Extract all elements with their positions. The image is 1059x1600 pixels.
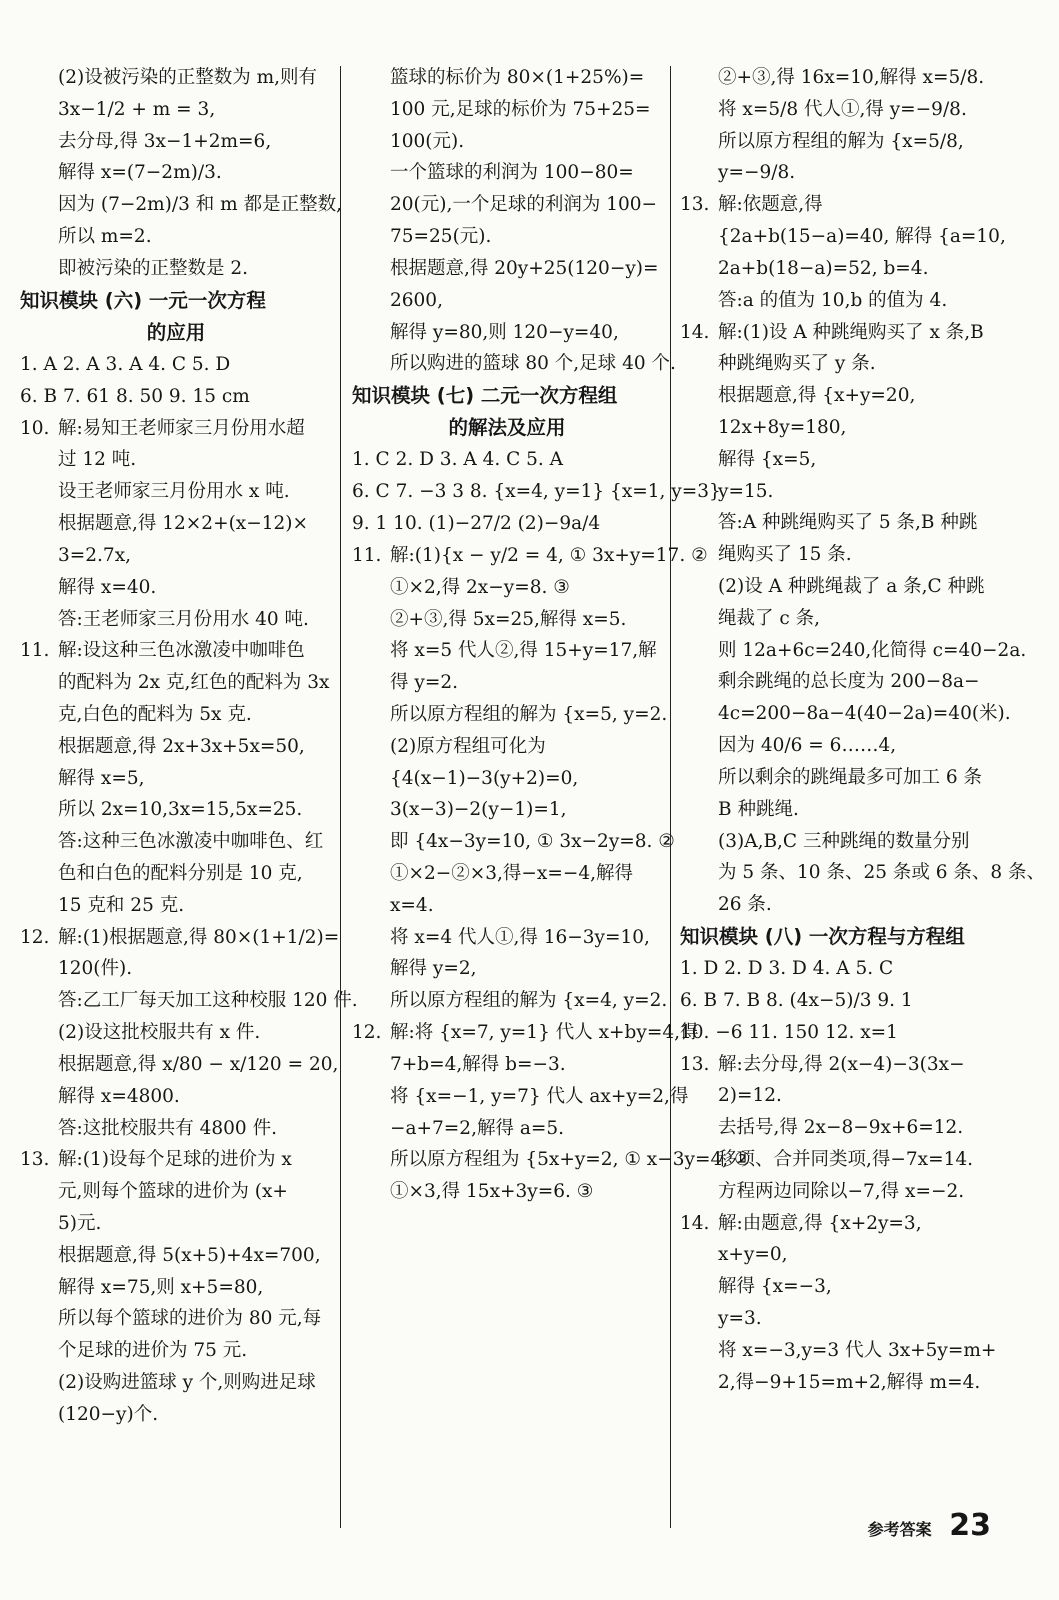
answer-line: 答:乙工厂每天加工这种校服 120 件.	[58, 990, 358, 1012]
question-text: 解:设这种三色冰激凌中咖啡色	[58, 640, 305, 662]
question-text: 解:(1)根据题意,得 80×(1+1/2)=	[58, 926, 340, 948]
question-number: 13.	[680, 194, 710, 216]
answer-column-1	[20, 62, 358, 1431]
answer-line: 6. C 7. −3 3 8. {x=4, y=1} {x=1, y=3}	[352, 481, 721, 503]
question-number: 13.	[20, 1149, 50, 1171]
answer-line: y=15.	[718, 480, 774, 502]
answer-line: 解得 y=80,则 120−y=40,	[390, 321, 619, 343]
question-number: 10.	[20, 417, 50, 439]
question-text: 解:将 {x=7, y=1} 代人 x+by=4,得	[390, 1022, 699, 1044]
answer-line: 根据题意,得 20y+25(120−y)=	[390, 257, 659, 279]
answer-line: 为 5 条、10 条、25 条或 6 条、8 条、	[718, 862, 1046, 884]
answer-line: 因为 (7−2m)/3 和 m 都是正整数,	[58, 194, 342, 216]
answer-line: (3)A,B,C 三种跳绳的数量分别	[718, 830, 970, 852]
answer-line: 1. A 2. A 3. A 4. C 5. D	[20, 354, 231, 376]
answer-line: 所以原方程组的解为 {x=5/8,	[718, 130, 964, 152]
answer-line: 去括号,得 2x−8−9x+6=12.	[718, 1117, 964, 1139]
answer-line: 所以原方程组为 {5x+y=2, ① x−3y=4, ②	[390, 1149, 751, 1171]
answer-line: 解得 y=2,	[390, 958, 477, 980]
answer-line: 所以购进的篮球 80 个,足球 40 个.	[390, 353, 676, 375]
answer-line: 则 12a+6c=240,化简得 c=40−2a.	[718, 639, 1027, 661]
answer-line: y=−9/8.	[718, 162, 796, 184]
answer-line: 方程两边同除以−7,得 x=−2.	[718, 1180, 965, 1202]
section-heading: 的应用	[146, 320, 206, 344]
answer-line: 100(元).	[390, 130, 465, 152]
section-heading: 的解法及应用	[448, 416, 566, 440]
question-text: 解:去分母,得 2(x−4)−3(3x−	[718, 1053, 965, 1075]
answer-line: 解得 x=(7−2m)/3.	[58, 162, 222, 184]
answer-line: 所以 2x=10,3x=15,5x=25.	[58, 799, 303, 821]
answer-line: 即被污染的正整数是 2.	[58, 257, 249, 279]
page-number: 23	[949, 1508, 991, 1544]
answer-line: 15 克和 25 克.	[58, 894, 185, 916]
answer-line: 克,白色的配料为 5x 克.	[58, 703, 252, 725]
question-line	[352, 540, 708, 572]
answer-line: 根据题意,得 x/80 − x/120 = 20,	[58, 1053, 339, 1075]
answer-column-3	[680, 62, 1046, 1398]
answer-line: 解得 {x=5,	[718, 448, 817, 470]
answer-line: (2)原方程组可化为	[390, 735, 546, 757]
answer-line: 所以每个篮球的进价为 80 元,每	[58, 1308, 322, 1330]
answer-line: x=4.	[390, 894, 434, 916]
question-number: 11.	[352, 544, 382, 566]
question-text: 解:易知王老师家三月份用水超	[58, 417, 305, 439]
answer-line: 将 x=4 代人①,得 16−3y=10,	[390, 926, 650, 948]
question-number: 12.	[20, 926, 50, 948]
question-number: 14.	[680, 321, 710, 343]
answer-line: 设王老师家三月份用水 x 吨.	[58, 481, 290, 503]
answer-line: 绳购买了 15 条.	[718, 544, 852, 566]
answer-line: 答:这批校服共有 4800 件.	[58, 1117, 277, 1139]
answer-line: 绳裁了 c 条,	[718, 607, 821, 629]
answer-line: (2)设这批校服共有 x 件.	[58, 1022, 261, 1044]
question-number: 13.	[680, 1053, 710, 1075]
answer-line: 26 条.	[718, 894, 772, 916]
question-line	[680, 189, 1040, 221]
answer-line: 将 x=5/8 代人①,得 y=−9/8.	[718, 98, 967, 120]
answer-line: 得 y=2.	[390, 672, 458, 694]
answer-line: ②+③,得 16x=10,解得 x=5/8.	[718, 67, 985, 88]
answer-line: 根据题意,得 2x+3x+5x=50,	[58, 735, 305, 757]
question-line	[20, 922, 340, 954]
question-line	[680, 1208, 1040, 1240]
answer-line: 将 {x=−1, y=7} 代人 ax+y=2,得	[390, 1085, 689, 1107]
answer-line: (2)设被污染的正整数为 m,则有	[58, 67, 318, 88]
answer-line: x+y=0,	[718, 1244, 788, 1266]
answer-line: 9. 1 10. (1)−27/2 (2)−9a/4	[352, 513, 601, 535]
page-footer	[868, 1500, 991, 1552]
answer-line: 解得 x=75,则 x+5=80,	[58, 1276, 264, 1298]
answer-line: 75=25(元).	[390, 226, 492, 248]
answer-line: 过 12 吨.	[58, 449, 137, 471]
answer-line: 5)元.	[58, 1212, 102, 1234]
answer-line: 100 元,足球的标价为 75+25=	[390, 98, 651, 120]
question-text: 解:(1){x − y/2 = 4, ① 3x+y=17. ②	[390, 544, 708, 566]
answer-line: 答:王老师家三月份用水 40 吨.	[58, 608, 309, 630]
answer-line: {2a+b(15−a)=40, 解得 {a=10,	[718, 226, 1006, 248]
answer-line: 20(元),一个足球的利润为 100−	[390, 194, 658, 216]
answer-line: B 种跳绳.	[718, 798, 799, 820]
answer-line: 解得 x=5,	[58, 767, 145, 789]
answer-line: 2600,	[390, 289, 443, 311]
question-line	[20, 635, 332, 667]
answer-line: 解得 x=4800.	[58, 1085, 180, 1107]
answer-line: ②+③,得 5x=25,解得 x=5.	[390, 608, 627, 630]
answer-line: 所以剩余的跳绳最多可加工 6 条	[718, 766, 983, 788]
answer-line: 种跳绳购买了 y 条.	[718, 353, 876, 375]
answer-line: 7+b=4,解得 b=−3.	[390, 1053, 566, 1075]
answer-line: 去分母,得 3x−1+2m=6,	[58, 130, 272, 152]
answer-line: 2)=12.	[718, 1085, 782, 1107]
answer-line: 6. B 7. 61 8. 50 9. 15 cm	[20, 385, 250, 407]
answer-line: 解得 {x=−3,	[718, 1276, 832, 1298]
answer-line: y=3.	[718, 1308, 762, 1330]
question-number: 11.	[20, 640, 50, 662]
answer-line: 根据题意,得 12×2+(x−12)×	[58, 513, 308, 535]
section-heading: 知识模块 (六) 一元一次方程	[20, 288, 266, 312]
answer-line: 答:a 的值为 10,b 的值为 4.	[718, 289, 948, 311]
answer-line: 篮球的标价为 80×(1+25%)=	[390, 67, 645, 88]
answer-line: 剩余跳绳的总长度为 200−8a−	[718, 671, 980, 693]
answer-line: 1. C 2. D 3. A 4. C 5. A	[352, 449, 564, 471]
column-divider-1	[340, 66, 341, 1528]
answer-line: 根据题意,得 {x+y=20,	[718, 385, 916, 407]
answer-line: 4c=200−8a−4(40−2a)=40(米).	[718, 703, 1011, 725]
answer-line: 1. D 2. D 3. D 4. A 5. C	[680, 958, 894, 980]
question-number: 12.	[352, 1022, 382, 1044]
answer-line: {4(x−1)−3(y+2)=0,	[390, 767, 579, 789]
answer-line: 3(x−3)−2(y−1)=1,	[390, 799, 567, 821]
answer-line: 因为 40/6 = 6……4,	[718, 735, 897, 757]
answer-line: 色和白色的配料分别是 10 克,	[58, 863, 303, 885]
question-text: 解:由题意,得 {x+2y=3,	[718, 1212, 922, 1234]
answer-line: 解得 x=40.	[58, 576, 157, 598]
answer-line: (2)设购进篮球 y 个,则购进足球	[58, 1372, 316, 1394]
answer-line: 根据题意,得 5(x+5)+4x=700,	[58, 1244, 321, 1266]
answer-line: 12x+8y=180,	[718, 416, 847, 438]
answer-line: 将 x=5 代人②,得 15+y=17,解	[390, 640, 657, 662]
answer-line: 所以原方程组的解为 {x=4, y=2.	[390, 990, 668, 1012]
answer-line: 6. B 7. B 8. (4x−5)/3 9. 1	[680, 989, 913, 1011]
question-text: 解:(1)设每个足球的进价为 x	[58, 1149, 292, 1171]
answer-line: 将 x=−3,y=3 代人 3x+5y=m+	[718, 1339, 997, 1361]
footer-label: 参考答案	[867, 1520, 932, 1540]
answer-line: 元,则每个篮球的进价为 (x+	[58, 1181, 288, 1203]
answer-line: 所以原方程组的解为 {x=5, y=2.	[390, 703, 668, 725]
answer-line: 的配料为 2x 克,红色的配料为 3x	[58, 672, 330, 694]
question-text: 解:(1)设 A 种跳绳购买了 x 条,B	[718, 321, 984, 343]
answer-line: ①×3,得 15x+3y=6. ③	[390, 1181, 594, 1203]
answer-line: ①×2−②×3,得−x=−4,解得	[390, 863, 634, 885]
answer-line: 3=2.7x,	[58, 544, 132, 566]
section-heading: 知识模块 (八) 一次方程与方程组	[680, 924, 965, 948]
question-line	[20, 1144, 332, 1176]
answer-line: −a+7=2,解得 a=5.	[390, 1117, 565, 1139]
question-number: 14.	[680, 1212, 710, 1234]
answer-line: 2a+b(18−a)=52, b=4.	[718, 257, 929, 279]
answer-line: 120(件).	[58, 958, 133, 980]
answer-line: 2,得−9+15=m+2,解得 m=4.	[718, 1371, 981, 1393]
question-line	[352, 1017, 699, 1049]
answer-line: 移项、合并同类项,得−7x=14.	[718, 1148, 974, 1170]
section-heading: 知识模块 (七) 二元一次方程组	[352, 384, 618, 408]
answer-line: 10. −6 11. 150 12. x=1	[680, 1021, 898, 1043]
answer-line: 一个篮球的利润为 100−80=	[390, 162, 634, 184]
answer-line: 答:A 种跳绳购买了 5 条,B 种跳	[718, 512, 978, 534]
question-line	[680, 317, 1040, 349]
question-text: 解:依题意,得	[718, 194, 823, 216]
answer-line: 即 {4x−3y=10, ① 3x−2y=8. ②	[390, 831, 675, 853]
answer-line: ①×2,得 2x−y=8. ③	[390, 576, 570, 598]
answer-line: 答:这种三色冰激凌中咖啡色、红	[58, 831, 324, 853]
answer-line: 个足球的进价为 75 元.	[58, 1340, 248, 1362]
answer-line: (120−y)个.	[58, 1403, 159, 1425]
question-line	[680, 1049, 1040, 1081]
answer-line: 所以 m=2.	[58, 226, 152, 248]
column-divider-2	[670, 66, 671, 1528]
answer-line: (2)设 A 种跳绳裁了 a 条,C 种跳	[718, 576, 985, 597]
answer-line: 3x−1/2 + m = 3,	[58, 98, 216, 120]
question-line	[20, 413, 332, 445]
